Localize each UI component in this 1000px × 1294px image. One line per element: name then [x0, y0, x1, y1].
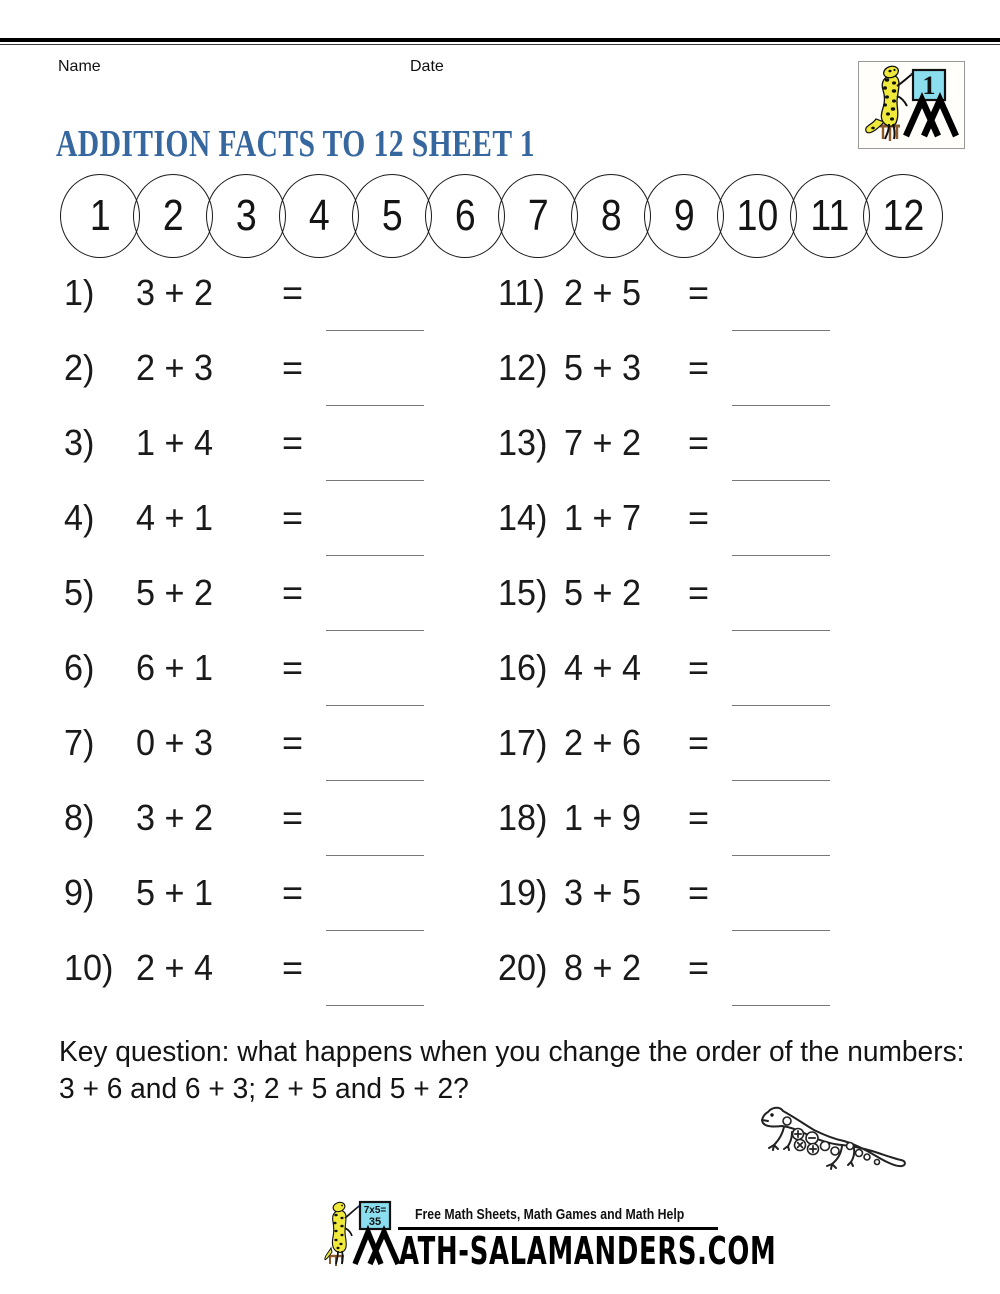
oval-number: 6: [454, 191, 476, 240]
salamander-painting-number-icon: [859, 62, 964, 148]
answer-blank: [326, 480, 424, 481]
equals-sign: =: [282, 947, 304, 988]
date-label: Date: [410, 58, 444, 75]
oval-number: 2: [162, 191, 184, 240]
problem-expression: 3 + 5: [564, 872, 642, 913]
salamander-chalkboard-icon: [324, 1198, 408, 1286]
oval-number: 12: [882, 191, 924, 240]
problem-row: [498, 422, 938, 497]
problem-expression: 5 + 2: [136, 572, 214, 613]
sheet-number-label: 1: [922, 71, 936, 100]
problem-number: 16): [498, 647, 548, 688]
problem-number: 13): [498, 422, 548, 463]
oval-number: 9: [673, 191, 695, 240]
problem-number: 17): [498, 722, 548, 763]
number-oval: [352, 174, 432, 258]
answer-blank: [326, 705, 424, 706]
problem-number: 1): [64, 272, 95, 313]
problem-row: [498, 797, 938, 872]
problem-number: 14): [498, 497, 548, 538]
problem-number: 3): [64, 422, 95, 463]
equals-sign: =: [282, 272, 304, 313]
problem-number: 10): [64, 947, 114, 988]
equals-sign: =: [688, 647, 710, 688]
answer-blank: [326, 780, 424, 781]
oval-number: 4: [308, 191, 330, 240]
problem-row: [64, 347, 504, 422]
problem-row: [498, 497, 938, 572]
number-oval: [571, 174, 651, 258]
equals-sign: =: [688, 497, 710, 538]
equals-sign: =: [688, 347, 710, 388]
oval-number: 1: [89, 191, 111, 240]
answer-blank: [732, 1005, 830, 1006]
problem-number: 12): [498, 347, 548, 388]
number-oval: [60, 174, 140, 258]
problem-expression: 3 + 2: [136, 797, 214, 838]
problem-number: 5): [64, 572, 95, 613]
problem-number: 19): [498, 872, 548, 913]
problem-number: 4): [64, 497, 95, 538]
name-label: Name: [58, 58, 101, 75]
number-oval: [206, 174, 286, 258]
math-salamander-icon: [754, 1094, 914, 1189]
oval-number: 8: [600, 191, 622, 240]
problem-row: [498, 572, 938, 647]
equals-sign: =: [282, 347, 304, 388]
number-oval: [863, 174, 943, 258]
answer-blank: [326, 330, 424, 331]
problems-column-left: [64, 272, 504, 1042]
problem-row: [498, 722, 938, 797]
problem-row: [64, 797, 504, 872]
problem-expression: 2 + 3: [136, 347, 214, 388]
problem-expression: 2 + 6: [564, 722, 642, 763]
problem-row: [498, 647, 938, 722]
problem-number: 15): [498, 572, 548, 613]
number-oval: [279, 174, 359, 258]
problem-number: 8): [64, 797, 95, 838]
answer-blank: [326, 630, 424, 631]
sheet-logo-box: [858, 61, 965, 149]
equals-sign: =: [282, 722, 304, 763]
problem-expression: 5 + 1: [136, 872, 214, 913]
board-answer: 35: [368, 1216, 382, 1228]
problem-row: [498, 347, 938, 422]
key-question-line2: 3 + 6 and 6 + 3; 2 + 5 and 5 + 2?: [59, 1073, 469, 1105]
problem-expression: 0 + 3: [136, 722, 214, 763]
number-oval: [133, 174, 213, 258]
problem-number: 9): [64, 872, 95, 913]
problem-row: [64, 947, 504, 1022]
problem-row: [498, 947, 938, 1022]
answer-blank: [732, 405, 830, 406]
oval-number: 11: [810, 191, 850, 240]
equals-sign: =: [688, 947, 710, 988]
answer-blank: [732, 630, 830, 631]
problem-expression: 3 + 2: [136, 272, 214, 313]
problem-expression: 7 + 2: [564, 422, 642, 463]
problem-expression: 1 + 4: [136, 422, 214, 463]
problem-row: [498, 272, 938, 347]
problem-number: 20): [498, 947, 548, 988]
equals-sign: =: [282, 872, 304, 913]
problem-expression: 4 + 4: [564, 647, 642, 688]
problem-expression: 6 + 1: [136, 647, 214, 688]
oval-number: 5: [381, 191, 403, 240]
top-rule-thick: [0, 38, 1000, 42]
problem-row: [64, 497, 504, 572]
answer-blank: [732, 330, 830, 331]
number-oval: [425, 174, 505, 258]
answer-blank: [732, 705, 830, 706]
problem-row: [498, 872, 938, 947]
problem-row: [64, 572, 504, 647]
problem-expression: 1 + 9: [564, 797, 642, 838]
answer-blank: [326, 930, 424, 931]
answer-blank: [732, 780, 830, 781]
problem-number: 18): [498, 797, 548, 838]
problem-number: 6): [64, 647, 95, 688]
problem-row: [64, 647, 504, 722]
top-rule-thin: [0, 44, 1000, 45]
equals-sign: =: [282, 497, 304, 538]
answer-blank: [326, 1005, 424, 1006]
problem-expression: 1 + 7: [564, 497, 642, 538]
footer-tagline: Free Math Sheets, Math Games and Math Help: [415, 1206, 685, 1223]
answer-blank: [326, 555, 424, 556]
problem-expression: 2 + 5: [564, 272, 642, 313]
oval-number: 10: [736, 191, 778, 240]
answer-blank: [732, 855, 830, 856]
number-oval: [498, 174, 578, 258]
page-title: ADDITION FACTS TO 12 SHEET 1: [56, 123, 535, 165]
problem-row: [64, 272, 504, 347]
equals-sign: =: [688, 572, 710, 613]
number-track: [60, 174, 943, 258]
problem-number: 2): [64, 347, 95, 388]
board-equation: 7x5=: [363, 1205, 387, 1216]
number-oval: [717, 174, 797, 258]
equals-sign: =: [282, 647, 304, 688]
problem-number: 7): [64, 722, 95, 763]
problem-number: 11): [498, 272, 545, 313]
number-oval: [790, 174, 870, 258]
equals-sign: =: [688, 422, 710, 463]
footer-site-wordmark: ATH-SALAMANDERS.COM: [399, 1229, 777, 1273]
answer-blank: [326, 855, 424, 856]
equals-sign: =: [282, 572, 304, 613]
oval-number: 7: [527, 191, 549, 240]
number-oval: [644, 174, 724, 258]
oval-number: 3: [235, 191, 257, 240]
problem-row: [64, 422, 504, 497]
problem-expression: 5 + 2: [564, 572, 642, 613]
problem-expression: 5 + 3: [564, 347, 642, 388]
equals-sign: =: [688, 797, 710, 838]
equals-sign: =: [688, 722, 710, 763]
answer-blank: [326, 405, 424, 406]
key-question-line1: Key question: what happens when you change the order of the numbers:: [59, 1036, 965, 1068]
equals-sign: =: [282, 797, 304, 838]
problem-expression: 8 + 2: [564, 947, 642, 988]
problem-row: [64, 872, 504, 947]
problems-column-right: [498, 272, 938, 1042]
answer-blank: [732, 480, 830, 481]
answer-blank: [732, 930, 830, 931]
problem-expression: 4 + 1: [136, 497, 214, 538]
answer-blank: [732, 555, 830, 556]
equals-sign: =: [688, 272, 710, 313]
equals-sign: =: [688, 872, 710, 913]
equals-sign: =: [282, 422, 304, 463]
problem-row: [64, 722, 504, 797]
problem-expression: 2 + 4: [136, 947, 214, 988]
